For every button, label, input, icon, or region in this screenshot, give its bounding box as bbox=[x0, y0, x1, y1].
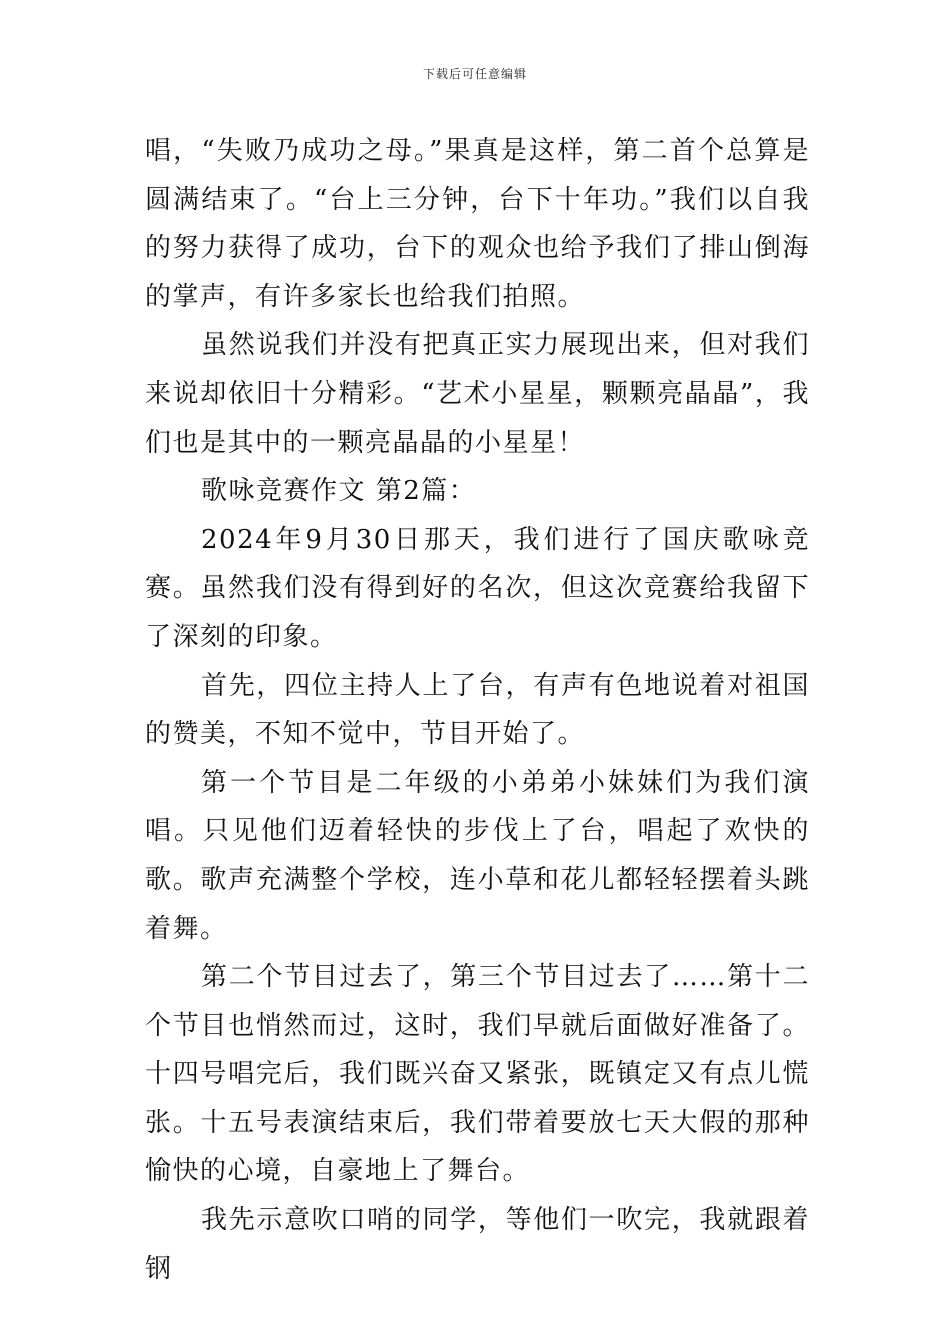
page-header: 下载后可任意编辑 bbox=[422, 67, 527, 81]
paragraph-5: 第一个节目是二年级的小弟弟小妹妹们为我们演唱。只见他们迈着轻快的步伐上了台，唱起了欢快的歌。歌声充满整个学校，连小草和花儿都轻轻摆着头跳着舞。 bbox=[145, 767, 810, 944]
paragraph-7: 我先示意吹口哨的同学，等他们一吹完，我就跟着钢 bbox=[145, 1205, 810, 1284]
document-body bbox=[145, 127, 810, 1293]
paragraph-6: 第二个节目过去了，第三个节目过去了……第十二个节目也悄然而过，这时，我们早就后面做好准备了。十四号唱完后，我们既兴奋又紧张，既镇定又有点儿慌张。十五号表演结束后，我们带着要放七天大假的那种愉快的心境，自豪地上了舞台。 bbox=[145, 962, 810, 1187]
paragraph-2: 虽然说我们并没有把真正实力展现出来，但对我们来说却依旧十分精彩。“艺术小星星，颗颗亮晶晶”，我们也是其中的一颗亮晶晶的小星星！ bbox=[145, 330, 810, 458]
paragraph-4: 首先，四位主持人上了台，有声有色地说着对祖国的赞美，不知不觉中，节目开始了。 bbox=[145, 670, 810, 750]
paragraph-3: 2024年9月30日那天，我们进行了国庆歌咏竞赛。虽然我们没有得到好的名次，但这次竞赛给我留下了深刻的印象。 bbox=[145, 524, 810, 652]
paragraph-1: 唱，“失败乃成功之母。”果真是这样，第二首个总算是圆满结束了。“台上三分钟，台下十年功。”我们以自我的努力获得了成功，台下的观众也给予我们了排山倒海的掌声，有许多家长也给我们拍照。 bbox=[145, 136, 810, 312]
section-heading: 歌咏竞赛作文 第2篇： bbox=[201, 476, 477, 507]
